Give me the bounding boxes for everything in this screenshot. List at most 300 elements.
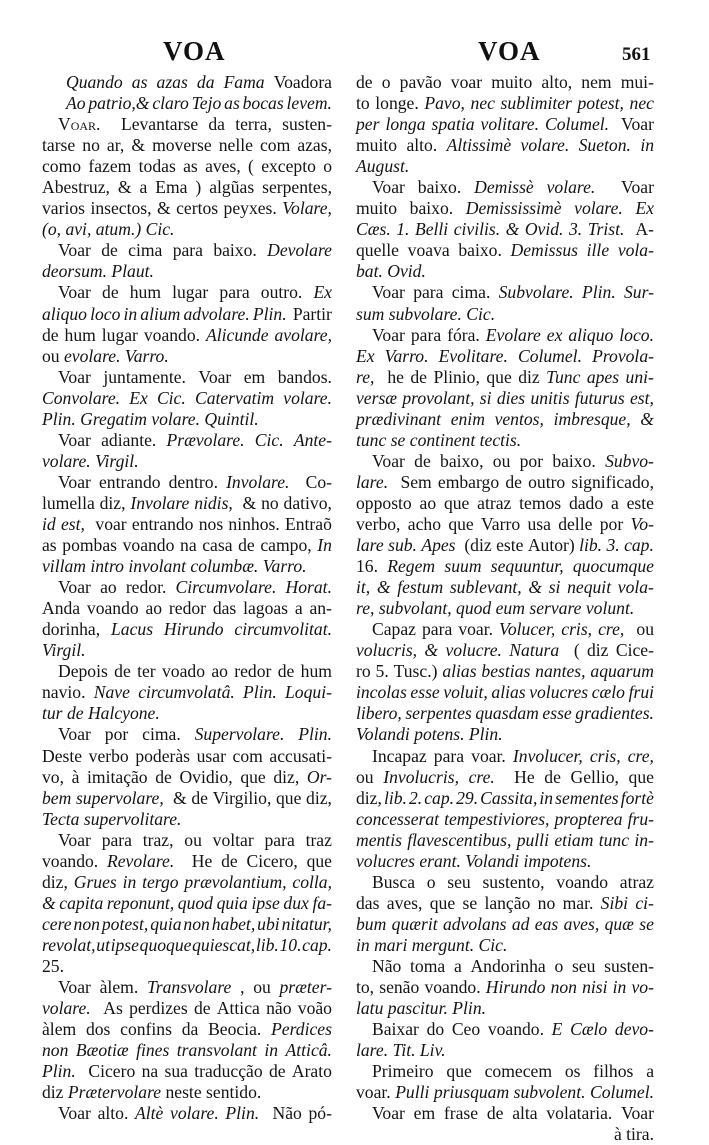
latin-italic-text: & xyxy=(505,219,520,240)
latin-italic-text: Prætervolare xyxy=(67,1082,162,1103)
portuguese-text: toma xyxy=(410,955,446,976)
portuguese-text: serpentes, xyxy=(262,177,332,198)
portuguese-text: temos xyxy=(519,492,562,513)
latin-italic-text: it, xyxy=(356,577,371,598)
latin-italic-text: Ao xyxy=(66,93,86,114)
portuguese-text: Voar xyxy=(58,240,91,261)
latin-italic-text: aves, xyxy=(563,913,600,934)
text-line xyxy=(356,682,654,703)
portuguese-text: cima. xyxy=(142,724,181,745)
text-line xyxy=(42,240,332,261)
latin-italic-text: enim xyxy=(450,408,485,429)
portuguese-text: diz, xyxy=(99,492,126,513)
portuguese-text: de xyxy=(410,366,427,387)
portuguese-text: voando. xyxy=(143,324,201,345)
portuguese-text: Voar xyxy=(372,324,405,345)
portuguese-text: seu xyxy=(571,955,596,976)
portuguese-text: & xyxy=(156,198,171,219)
latin-italic-text: aliquo xyxy=(568,324,614,345)
latin-italic-text: reponunt, xyxy=(106,892,175,913)
portuguese-text: baixo. xyxy=(458,240,502,261)
text-line xyxy=(42,851,332,872)
portuguese-text: não xyxy=(266,998,292,1019)
latin-italic-text: propterea xyxy=(554,808,623,829)
portuguese-text: moverse xyxy=(152,135,212,156)
portuguese-text: por xyxy=(519,450,544,471)
text-line xyxy=(356,809,654,830)
portuguese-text: diz, xyxy=(356,787,382,808)
latin-italic-text: latu xyxy=(356,998,388,1019)
latin-italic-text: Involucer, xyxy=(512,745,583,766)
portuguese-text: voar. xyxy=(356,1082,391,1103)
portuguese-text: Voar xyxy=(372,282,405,303)
latin-italic-text: sub. xyxy=(388,535,417,556)
latin-italic-text: atum.) xyxy=(95,219,146,240)
text-line xyxy=(356,430,654,451)
text-line xyxy=(42,830,332,851)
portuguese-text: & xyxy=(131,135,146,156)
latin-italic-text: Demississimè xyxy=(465,198,562,219)
latin-italic-text: pascitur. xyxy=(387,998,453,1019)
portuguese-text: em xyxy=(243,366,266,387)
latin-italic-text: 2. xyxy=(408,787,423,808)
latin-italic-text: cap. xyxy=(302,934,332,955)
text-line xyxy=(42,746,332,767)
portuguese-text: ou xyxy=(253,977,271,998)
latin-italic-text: festum xyxy=(397,577,444,598)
portuguese-text: lugar xyxy=(101,324,138,345)
latin-italic-text: ubi xyxy=(257,913,280,934)
portuguese-text: diz, xyxy=(306,787,332,808)
portuguese-text: ou xyxy=(492,450,511,471)
portuguese-text: as xyxy=(183,156,198,177)
latin-italic-text: pulli xyxy=(516,829,549,850)
portuguese-text: alto. xyxy=(406,135,438,156)
latin-italic-text: mari xyxy=(374,934,412,955)
text-line xyxy=(42,788,332,809)
portuguese-text: Partir xyxy=(292,303,332,324)
latin-italic-text: as xyxy=(131,72,148,92)
portuguese-text: muito xyxy=(491,72,533,92)
latin-italic-text: volucres xyxy=(529,682,589,703)
portuguese-text: lanção xyxy=(484,892,531,913)
latin-italic-text: tergo xyxy=(142,871,179,892)
text-line xyxy=(42,809,332,830)
portuguese-text: ) xyxy=(195,177,202,198)
portuguese-text: fóra. xyxy=(447,324,480,345)
latin-italic-text: Fama xyxy=(223,72,265,92)
latin-italic-text: volare. xyxy=(42,450,96,471)
text-line xyxy=(356,598,654,619)
portuguese-text: Voar xyxy=(621,1103,654,1124)
portuguese-text: outro. xyxy=(260,282,303,303)
portuguese-text: susten- xyxy=(282,114,332,135)
portuguese-text: volataria. xyxy=(546,1103,613,1124)
portuguese-text: ou xyxy=(636,619,654,640)
portuguese-text: de xyxy=(268,1061,286,1082)
portuguese-text: entrando xyxy=(98,471,161,492)
latin-italic-text: cælo xyxy=(591,682,625,703)
portuguese-text: que xyxy=(443,492,470,513)
portuguese-text: mar. xyxy=(562,892,594,913)
portuguese-text: senão xyxy=(379,977,420,998)
portuguese-text: Voar xyxy=(58,471,91,492)
text-line xyxy=(356,177,654,198)
text-line xyxy=(356,261,654,282)
portuguese-text: ter xyxy=(137,661,156,682)
page-number: 561 xyxy=(622,44,651,65)
latin-italic-text: in xyxy=(264,1040,279,1061)
text-line xyxy=(356,893,654,914)
portuguese-text: sua xyxy=(164,1061,188,1082)
portuguese-text: por xyxy=(104,724,129,745)
portuguese-text: redor xyxy=(168,598,207,619)
latin-italic-text: Nave xyxy=(93,682,130,703)
portuguese-text: He xyxy=(514,766,535,787)
latin-italic-text: Atticâ. xyxy=(285,1040,332,1061)
latin-italic-text: mentis xyxy=(356,829,402,850)
portuguese-text: baixo, xyxy=(440,450,484,471)
latin-italic-text: colla, xyxy=(292,871,332,892)
text-line xyxy=(356,1019,654,1040)
latin-italic-text: re, xyxy=(356,598,379,619)
portuguese-text: todas xyxy=(138,156,176,177)
portuguese-text: significado, xyxy=(571,471,654,492)
text-line xyxy=(356,872,654,893)
portuguese-text: para xyxy=(410,324,442,345)
portuguese-text: ou xyxy=(184,829,202,850)
latin-italic-text: evolare. xyxy=(64,345,125,366)
portuguese-text: seu xyxy=(447,871,471,892)
latin-italic-text: Cæs. xyxy=(356,219,391,240)
latin-italic-text: Tunc xyxy=(546,366,581,387)
latin-italic-text: sementes xyxy=(555,787,619,808)
latin-italic-text: quia xyxy=(150,913,182,934)
latin-italic-text: Vo- xyxy=(630,513,654,534)
portuguese-text: filhos xyxy=(593,1061,634,1082)
latin-italic-text: & xyxy=(424,640,439,661)
portuguese-text: voando. xyxy=(42,850,99,871)
portuguese-text: das xyxy=(212,598,237,619)
portuguese-text: alto. xyxy=(97,1103,129,1124)
text-line xyxy=(356,135,654,156)
latin-italic-text: quocumque xyxy=(572,556,654,577)
portuguese-text: Cicero xyxy=(88,1061,136,1082)
latin-italic-text: tur xyxy=(42,703,67,724)
latin-italic-text: dies xyxy=(496,387,526,408)
text-line xyxy=(42,451,332,472)
latin-italic-text: Cic. xyxy=(466,303,496,324)
latin-italic-text: Involare xyxy=(130,492,190,513)
latin-italic-text: 1. xyxy=(396,219,410,240)
portuguese-text: traz xyxy=(305,829,332,850)
latin-italic-text: quod xyxy=(177,892,213,913)
latin-italic-text: in xyxy=(640,135,654,156)
portuguese-text: a xyxy=(139,177,148,198)
portuguese-text: Virgilio, xyxy=(212,787,272,808)
latin-italic-text: habet, xyxy=(211,913,256,934)
portuguese-text: lugar xyxy=(172,282,209,303)
latin-italic-text: unitis xyxy=(530,387,570,408)
portuguese-text: para xyxy=(264,829,295,850)
latin-italic-text: Volandi xyxy=(356,724,415,745)
text-line xyxy=(42,1082,332,1103)
text-line xyxy=(356,156,654,177)
portuguese-text: no xyxy=(261,492,279,513)
latin-italic-text: tunc xyxy=(598,829,630,850)
latin-italic-text: alias xyxy=(442,661,477,682)
portuguese-text: cima xyxy=(128,240,163,261)
latin-italic-text: volare. xyxy=(574,198,623,219)
latin-italic-text: Apes xyxy=(421,535,456,556)
portuguese-text: tarse xyxy=(42,135,76,156)
portuguese-text: de xyxy=(238,535,255,556)
latin-italic-text: Lacus xyxy=(111,619,154,640)
latin-italic-text: & xyxy=(376,577,391,598)
portuguese-text: à xyxy=(613,1124,627,1145)
latin-italic-text: volitare. xyxy=(480,114,540,135)
portuguese-text: Varro xyxy=(481,513,521,534)
portuguese-text: que xyxy=(429,892,456,913)
text-line xyxy=(356,788,654,809)
portuguese-text: Ceo xyxy=(451,1019,481,1040)
portuguese-text: sustento, xyxy=(482,871,545,892)
latin-italic-text: Plin. xyxy=(298,724,332,745)
latin-italic-text: Sueton. xyxy=(578,135,631,156)
portuguese-text: de xyxy=(101,240,118,261)
text-line xyxy=(356,619,654,640)
portuguese-text: to, xyxy=(356,977,375,998)
latin-italic-text: Columel. xyxy=(545,114,610,135)
latin-italic-text: Cic. xyxy=(254,429,284,450)
portuguese-text: diz, xyxy=(42,871,68,892)
portuguese-text: diz xyxy=(42,1082,68,1103)
portuguese-text: Voar xyxy=(58,429,91,450)
latin-italic-text: continent xyxy=(409,429,480,450)
latin-italic-text: eas xyxy=(534,913,559,934)
portuguese-text: este xyxy=(626,492,654,513)
portuguese-text: nem xyxy=(581,72,612,92)
latin-italic-text: quia xyxy=(216,892,248,913)
portuguese-text: no xyxy=(537,892,556,913)
latin-italic-text: incolas xyxy=(356,682,407,703)
left-column xyxy=(42,72,332,1124)
latin-italic-text: Tecta xyxy=(42,808,84,829)
portuguese-text: usar xyxy=(196,745,226,766)
portuguese-text: ( xyxy=(573,640,580,661)
portuguese-text: Deste xyxy=(42,745,83,766)
latin-italic-text: lib. xyxy=(255,934,279,955)
text-line xyxy=(42,893,332,914)
latin-italic-text: Devolare xyxy=(267,240,332,261)
latin-italic-text: est, xyxy=(629,387,654,408)
latin-italic-text: Bæotiæ xyxy=(75,1040,129,1061)
latin-italic-text: Plin. xyxy=(468,724,503,745)
latin-italic-text: ci- xyxy=(635,892,654,913)
latin-italic-text: prævolantium, xyxy=(184,871,287,892)
portuguese-text: a xyxy=(610,492,619,513)
latin-italic-text: est, xyxy=(60,513,85,534)
text-line xyxy=(42,72,332,93)
portuguese-text: Voar xyxy=(58,577,91,598)
portuguese-text: hum xyxy=(64,324,96,345)
latin-italic-text: ipse xyxy=(251,892,280,913)
latin-italic-text: ut xyxy=(96,934,110,955)
latin-italic-text: se xyxy=(639,913,654,934)
portuguese-text: baixo. xyxy=(213,240,257,261)
text-line xyxy=(42,409,332,430)
latin-italic-text: non xyxy=(73,913,100,934)
portuguese-text: atraz xyxy=(477,492,512,513)
latin-italic-text: si xyxy=(479,387,492,408)
portuguese-text: neste xyxy=(165,1082,207,1103)
portuguese-text: que xyxy=(446,1061,472,1082)
latin-italic-text: Evolitare. xyxy=(438,345,508,366)
latin-italic-text: 29. xyxy=(456,787,479,808)
text-line xyxy=(42,767,332,788)
portuguese-text: pombas xyxy=(62,535,117,556)
latin-italic-text: non xyxy=(42,1040,69,1061)
latin-italic-text: vola- xyxy=(617,240,654,261)
portuguese-text: de xyxy=(191,787,208,808)
text-line xyxy=(42,430,332,451)
portuguese-text: traz, xyxy=(142,829,174,850)
latin-italic-text: apes xyxy=(586,366,620,387)
latin-italic-text: Plin. xyxy=(452,998,487,1019)
latin-italic-text: nisi xyxy=(582,977,608,998)
latin-italic-text: subvolant, xyxy=(378,598,457,619)
portuguese-text: navio. xyxy=(42,682,86,703)
text-line xyxy=(42,998,332,1019)
latin-italic-text: Catervatim xyxy=(194,387,275,408)
latin-italic-text: Plin. xyxy=(582,282,616,303)
latin-italic-text: imbresque, xyxy=(553,408,631,429)
latin-italic-text: Demissè xyxy=(474,177,534,198)
latin-italic-text: & xyxy=(42,892,56,913)
portuguese-text: de xyxy=(356,72,373,92)
latin-italic-text: circumvolitat. xyxy=(234,619,332,640)
text-line xyxy=(42,619,332,640)
running-head-left: VOA xyxy=(163,36,226,66)
portuguese-text: , xyxy=(240,977,245,998)
latin-italic-text: claro xyxy=(152,93,189,114)
portuguese-text: voar. xyxy=(458,619,494,640)
portuguese-text: a xyxy=(453,955,462,976)
portuguese-text: para xyxy=(422,619,453,640)
portuguese-text: delle xyxy=(558,513,593,534)
portuguese-text: Não xyxy=(272,1103,302,1124)
latin-italic-text: spatia xyxy=(431,114,475,135)
latin-italic-text: subvolent. xyxy=(513,1082,586,1103)
portuguese-text: voando xyxy=(86,598,139,619)
latin-italic-text: mergunt. xyxy=(411,934,479,955)
latin-italic-text: deorsum. xyxy=(42,261,112,282)
latin-italic-text: Subvo- xyxy=(605,450,654,471)
portuguese-text: se xyxy=(462,892,478,913)
text-line xyxy=(356,493,654,514)
portuguese-text: ro xyxy=(356,661,371,682)
portuguese-text: campo, xyxy=(260,535,312,556)
text-line xyxy=(42,682,332,703)
latin-italic-text: uni- xyxy=(625,366,654,387)
latin-italic-text: potest, xyxy=(101,913,149,934)
latin-italic-text: potest, xyxy=(577,93,624,114)
latin-italic-text: nidis, xyxy=(194,492,233,513)
latin-italic-text: flavescentibus, xyxy=(407,829,512,850)
latin-italic-text: volucres xyxy=(356,850,420,871)
portuguese-text: a xyxy=(294,598,303,619)
latin-italic-text: cap. xyxy=(624,535,654,556)
latin-italic-text: tectis. xyxy=(479,429,522,450)
text-line xyxy=(356,451,654,472)
text-line xyxy=(42,640,332,661)
portuguese-text: confins xyxy=(120,1019,172,1040)
latin-italic-text: as xyxy=(224,93,240,114)
portuguese-text: usa xyxy=(527,513,551,534)
portuguese-text: voando xyxy=(122,535,175,556)
latin-italic-text: Cic. xyxy=(145,219,175,240)
portuguese-text: 16. xyxy=(356,556,378,577)
text-line xyxy=(42,472,332,493)
text-line xyxy=(42,703,332,724)
latin-italic-text: vo- xyxy=(631,977,654,998)
latin-italic-text: in xyxy=(539,787,554,808)
latin-italic-text: potens. xyxy=(414,724,469,745)
latin-italic-text: Transvolare xyxy=(146,977,232,998)
latin-italic-text: intro xyxy=(90,556,129,577)
latin-italic-text: in xyxy=(122,871,137,892)
portuguese-text: voar. xyxy=(471,745,506,766)
text-line xyxy=(42,177,332,198)
portuguese-text: de xyxy=(155,766,172,787)
latin-italic-text: bem xyxy=(42,787,72,808)
portuguese-text: àlem. xyxy=(99,977,139,998)
portuguese-text: excepto xyxy=(261,156,316,177)
latin-italic-text: devo- xyxy=(614,1019,654,1040)
portuguese-text: vo, xyxy=(42,766,64,787)
latin-italic-text: fortè xyxy=(620,787,654,808)
portuguese-text: de xyxy=(277,661,295,682)
latin-italic-text: se xyxy=(390,429,410,450)
portuguese-text: fazem xyxy=(88,156,132,177)
text-line xyxy=(42,956,332,977)
portuguese-text: voão xyxy=(297,998,332,1019)
latin-italic-text: (o, xyxy=(42,219,66,240)
text-line xyxy=(356,472,654,493)
portuguese-text: Cicero, xyxy=(246,850,298,871)
text-line xyxy=(42,1103,332,1124)
latin-italic-text: aquarum xyxy=(590,661,654,682)
latin-italic-text: Virgil. xyxy=(95,450,139,471)
text-line xyxy=(42,1019,332,1040)
portuguese-text: peyxes. xyxy=(223,198,277,219)
latin-italic-text: prædivinant xyxy=(356,408,442,429)
portuguese-text: aves, xyxy=(386,892,423,913)
portuguese-text: hum xyxy=(300,661,332,682)
latin-italic-text: impotens. xyxy=(523,850,592,871)
latin-italic-text: cre. xyxy=(468,766,495,787)
portuguese-text: (diz xyxy=(464,535,492,556)
latin-italic-text: Varro. xyxy=(384,345,429,366)
latin-italic-text: vola- xyxy=(617,577,654,598)
portuguese-text: à xyxy=(71,766,80,787)
latin-italic-text: loco. xyxy=(619,324,654,345)
latin-italic-text: lare xyxy=(356,535,384,556)
latin-italic-text: Belli xyxy=(414,219,449,240)
portuguese-text: de xyxy=(544,766,561,787)
portuguese-text: ao xyxy=(211,661,228,682)
latin-italic-text: Tit. xyxy=(392,1040,420,1061)
